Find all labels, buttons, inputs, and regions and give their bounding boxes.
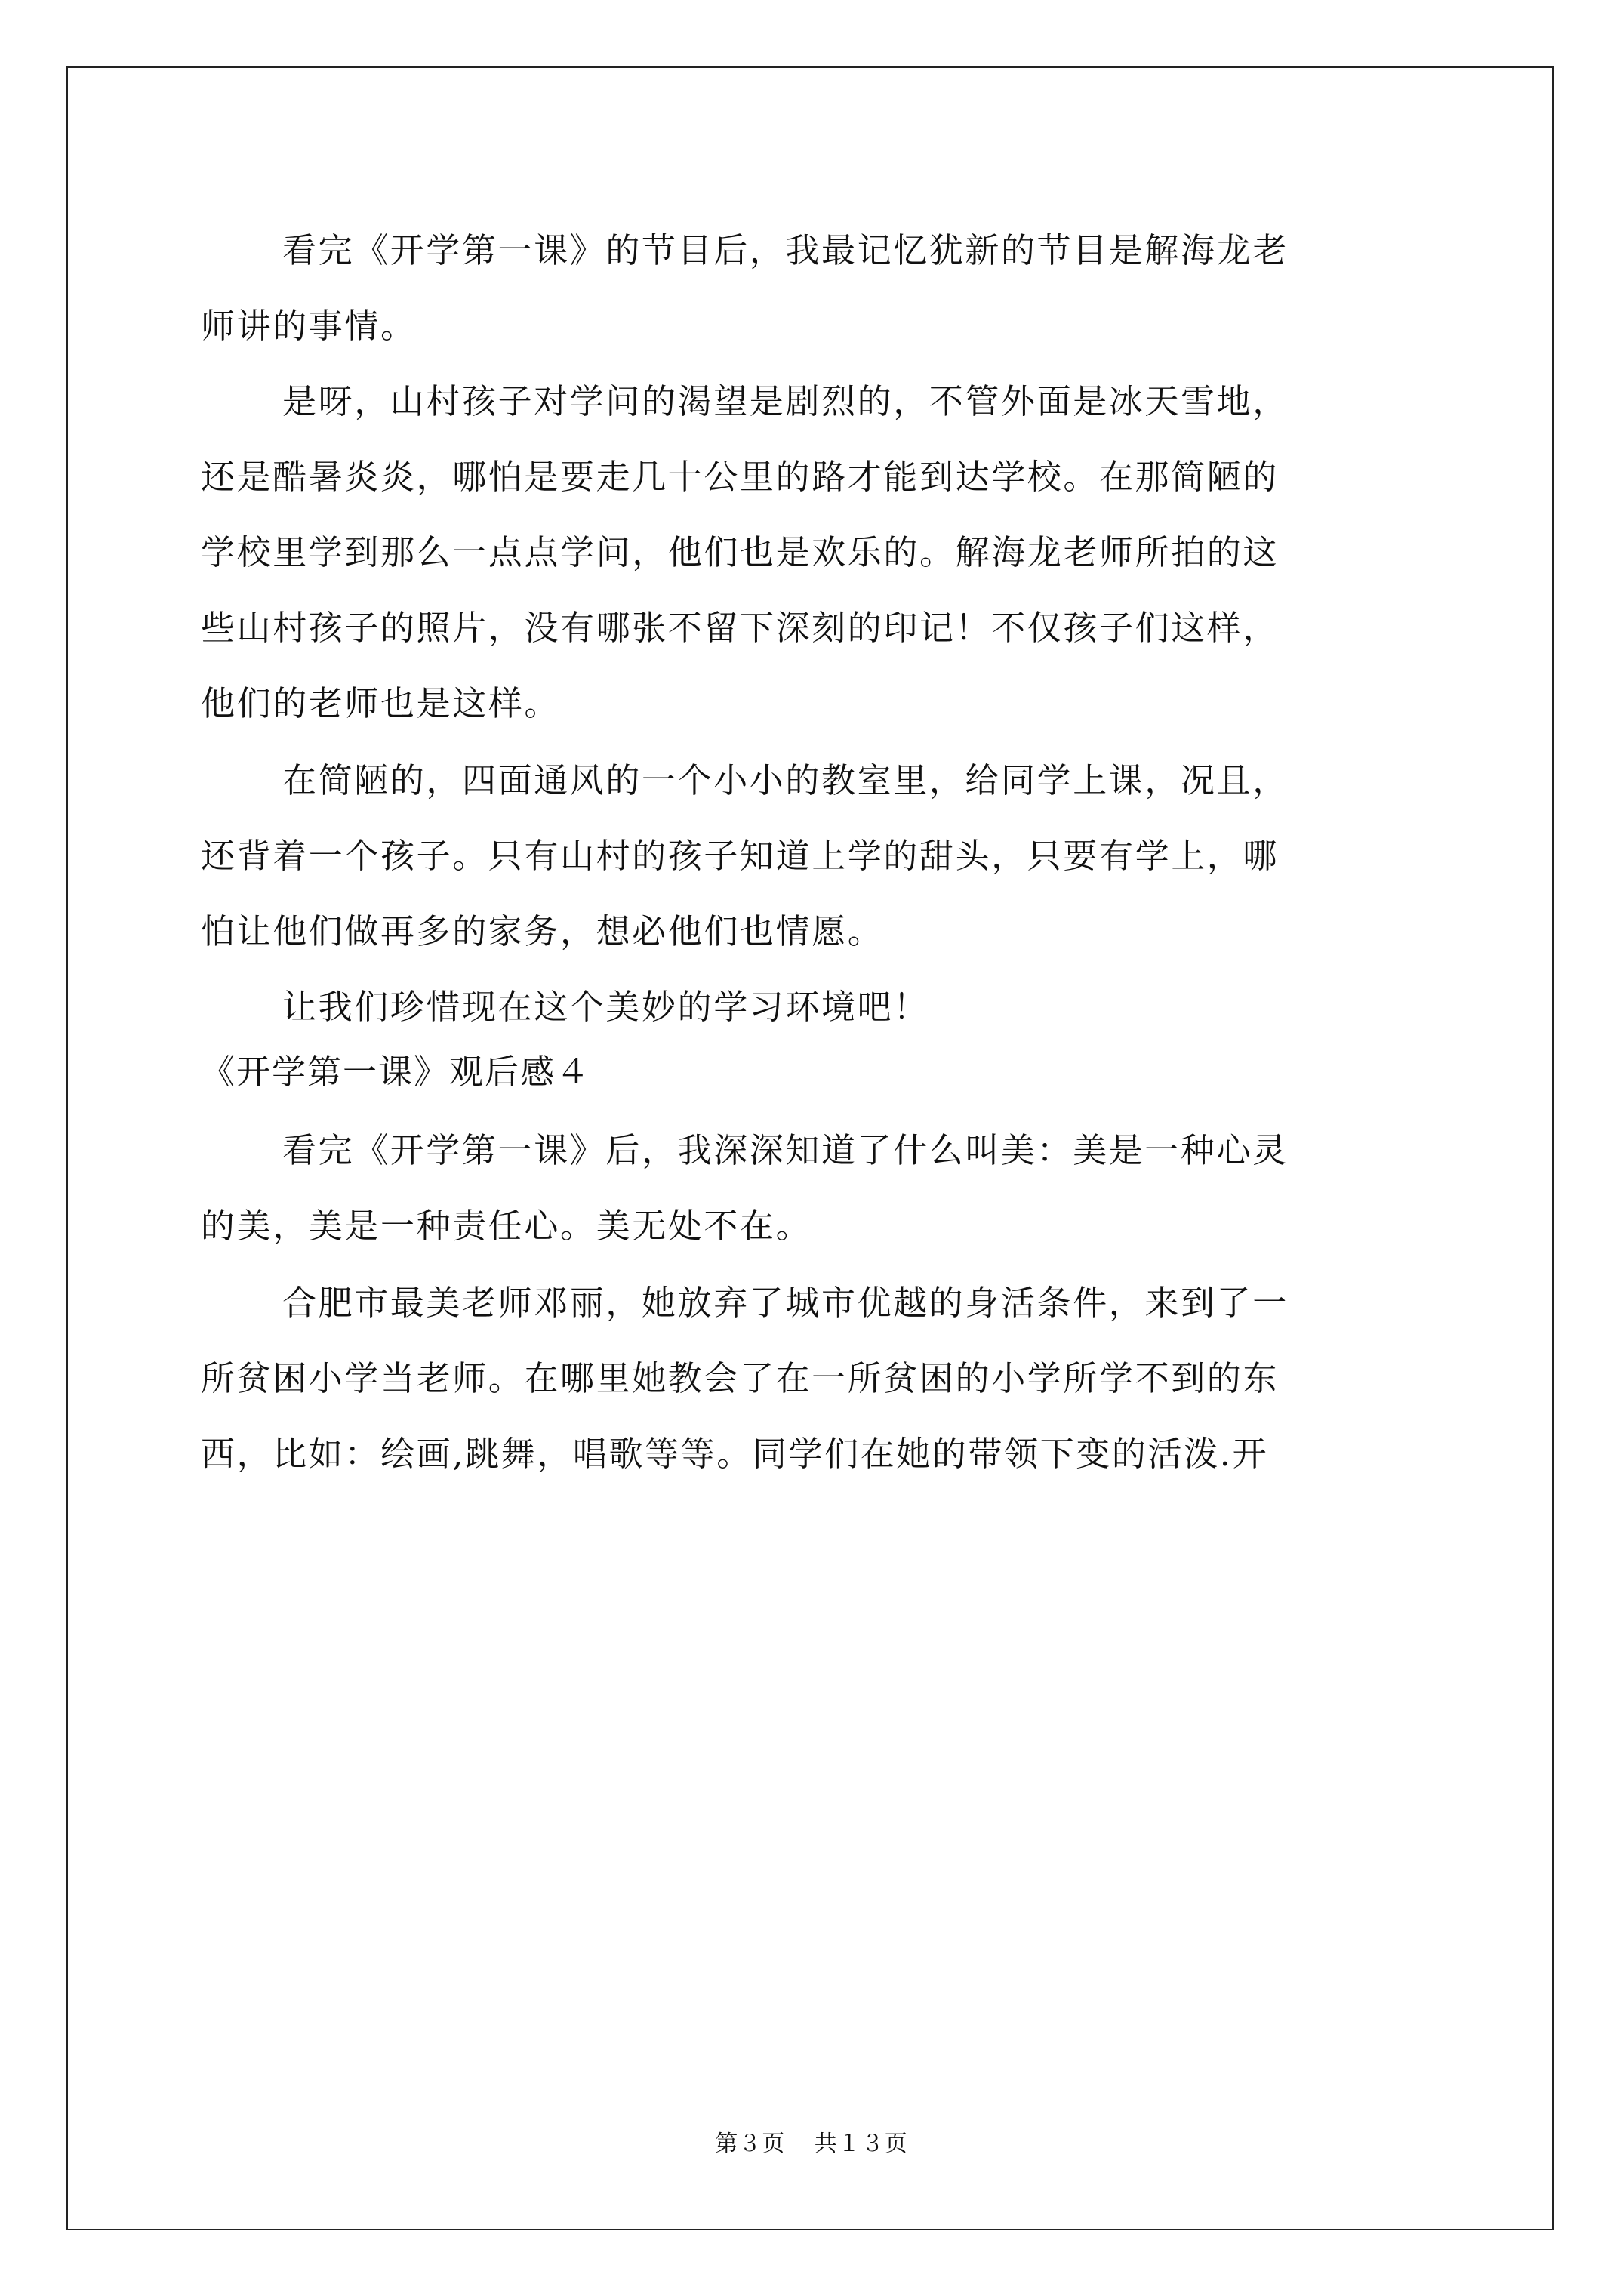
paragraph-line: 怕让他们做再多的家务，想必他们也情愿。 [201,911,884,951]
paragraph-line: 是呀，山村孩子对学问的渴望是剧烈的，不管外面是冰天雪地， [282,381,1289,421]
page-number: 第３页 [715,2131,786,2157]
paragraph-line: 学校里学到那么一点点学问，他们也是欢乐的。解海龙老师所拍的这 [201,532,1280,572]
paragraph-line: 看完《开学第一课》的节目后，我最记忆犹新的节目是解海龙老 [282,230,1289,270]
paragraph-line: 西，比如：绘画,跳舞，唱歌等等。同学们在她的带领下变的活泼.开 [201,1434,1269,1474]
paragraph-line: 让我们珍惜现在这个美妙的学习环境吧！ [282,987,929,1027]
paragraph-line: 还背着一个孩子。只有山村的孩子知道上学的甜头，只要有学上，哪 [201,836,1280,876]
section-heading: 《开学第一课》观后感４ [201,1052,592,1092]
paragraph-line: 还是酷暑炎炎，哪怕是要走几十公里的路才能到达学校。在那简陋的 [201,457,1280,497]
paragraph-line: 他们的老师也是这样。 [201,683,561,723]
paragraph-line: 看完《开学第一课》后，我深深知道了什么叫美：美是一种心灵 [282,1130,1289,1170]
paragraph-line: 的美，美是一种责任心。美无处不在。 [201,1206,812,1246]
paragraph-line: 在简陋的，四面通风的一个小小的教室里，给同学上课，况且， [282,760,1289,800]
paragraph-line: 些山村孩子的照片，没有哪张不留下深刻的印记！不仅孩子们这样， [201,608,1280,648]
page-total: 共１３页 [814,2131,908,2157]
paragraph-line: 师讲的事情。 [201,306,417,346]
page-footer [0,2129,1623,2159]
paragraph-line: 所贫困小学当老师。在哪里她教会了在一所贫困的小学所学不到的东 [201,1358,1280,1398]
paragraph-line: 合肥市最美老师邓丽，她放弃了城市优越的身活条件，来到了一 [282,1283,1289,1323]
